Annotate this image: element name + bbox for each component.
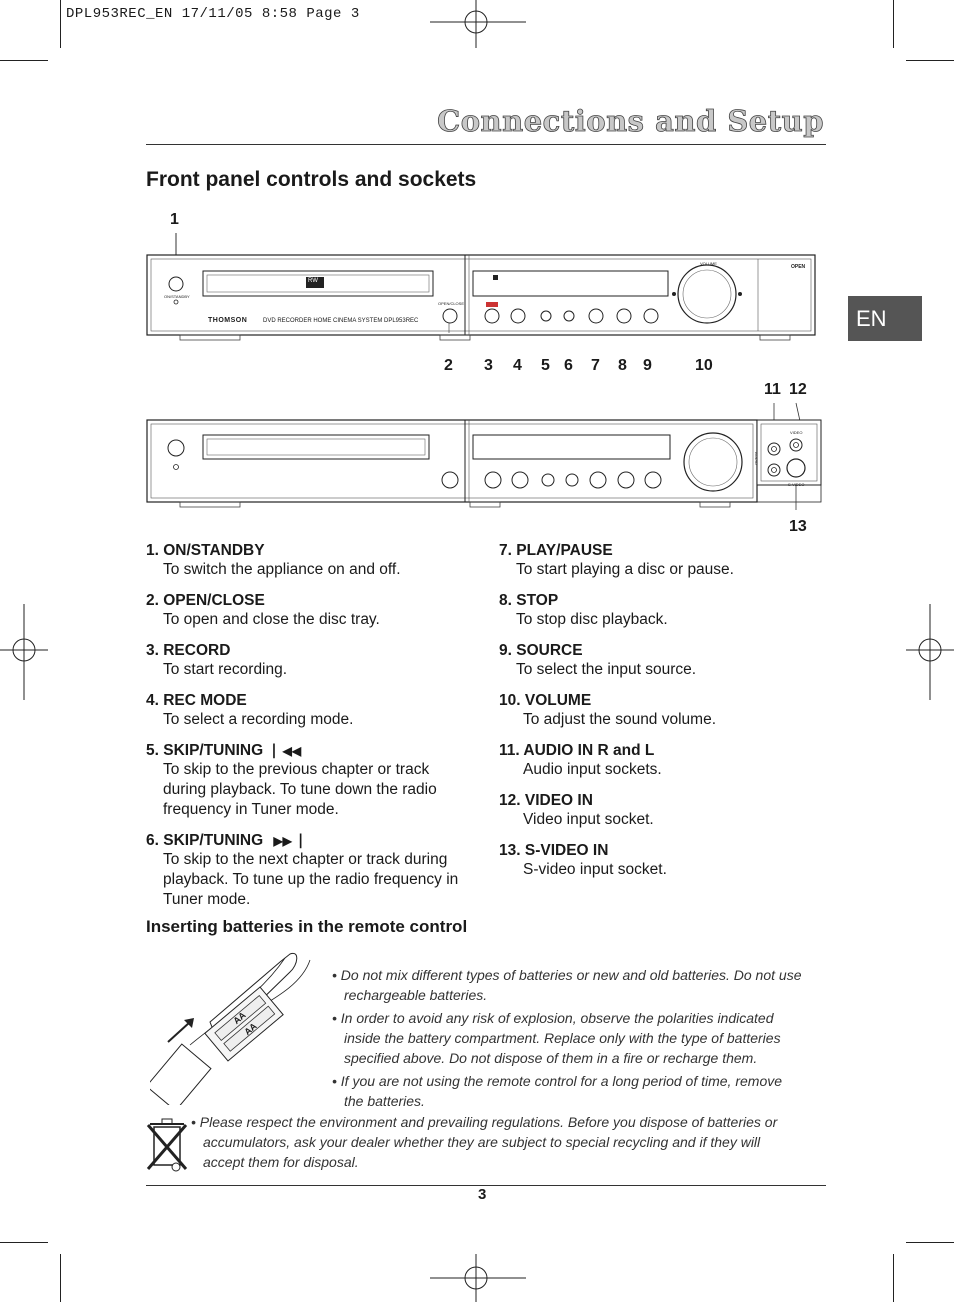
item-description: To skip to the next chapter or track during playback. To tune up the radio frequency in Tuner mode.: [163, 851, 459, 908]
section-title: Front panel controls and sockets: [146, 168, 477, 191]
crop-mark: [893, 0, 894, 48]
title-rule: [146, 144, 826, 145]
front-panel-open-diagram: [140, 395, 830, 520]
note-text: • If you are not using the remote control for a long period of time, remove the batteries.: [332, 1073, 783, 1109]
left-item-list: [146, 542, 476, 922]
item-heading: 2. OPEN/CLOSE: [146, 592, 265, 609]
video-socket-label: VIDEO: [790, 430, 803, 435]
item-heading: 6. SKIP/TUNING: [146, 832, 264, 849]
list-item: [146, 642, 476, 680]
print-slug: DPL953REC_EN 17/11/05 8:58 Page 3: [66, 6, 360, 22]
crop-mark: [906, 60, 954, 61]
volume-label: VOLUME: [700, 261, 717, 266]
crop-mark: [60, 1254, 61, 1302]
item-description: To select the input source.: [516, 661, 697, 678]
crop-mark: [893, 1254, 894, 1302]
item-description: To adjust the sound volume.: [523, 711, 717, 728]
battery-section-title: Inserting batteries in the remote control: [146, 917, 468, 936]
svideo-socket-label: S-VIDEO: [788, 482, 805, 487]
list-item: [499, 742, 819, 780]
item-heading: 4. REC MODE: [146, 692, 247, 709]
callout-number: 9: [643, 357, 652, 374]
item-description: Audio input sockets.: [523, 761, 662, 778]
item-heading: 9. SOURCE: [499, 642, 583, 659]
item-description: Video input socket.: [523, 811, 654, 828]
registration-mark-icon: [906, 604, 954, 700]
item-description: To start recording.: [163, 661, 288, 678]
battery-notes: [332, 965, 802, 1114]
page-number: 3: [478, 1186, 487, 1203]
list-item: [499, 642, 819, 680]
item-description: To start playing a disc or pause.: [516, 561, 734, 578]
skip-previous-icon: ▏◀◀: [273, 744, 302, 758]
item-description: To select a recording mode.: [163, 711, 354, 728]
item-heading: 12. VIDEO IN: [499, 792, 593, 809]
note-text: • Please respect the environment and prevailing regulations. Before you dispose of batteries or accumulators, ask your dealer whether they are subject to special recycling and if they will accept them for disposal.: [191, 1114, 778, 1170]
item-heading: 11. AUDIO IN R and L: [499, 742, 655, 759]
callout-number: 8: [618, 357, 627, 374]
item-description: To open and close the disc tray.: [163, 611, 380, 628]
open-label: OPEN: [791, 264, 806, 270]
callout-number: 10: [695, 357, 713, 374]
list-item: [146, 692, 476, 730]
model-text: DVD RECORDER HOME CINEMA SYSTEM DPL953REC: [263, 318, 419, 324]
list-item: [499, 792, 819, 830]
item-heading: 1. ON/STANDBY: [146, 542, 265, 559]
item-heading: 7. PLAY/PAUSE: [499, 542, 613, 559]
battery-label: AA: [231, 1009, 248, 1027]
remote-battery-illustration: [150, 950, 320, 1105]
registration-mark-icon: [430, 0, 526, 48]
crop-mark: [0, 1242, 48, 1243]
audio-socket-label: AUDIO: [753, 452, 759, 465]
open-close-label: OPEN/CLOSE: [438, 301, 465, 306]
callout-number: 12: [789, 381, 807, 398]
battery-label: AA: [242, 1020, 259, 1038]
crop-mark: [60, 0, 61, 48]
item-description: To switch the appliance on and off.: [163, 561, 401, 578]
item-heading: 8. STOP: [499, 592, 559, 609]
list-item: [146, 592, 476, 630]
skip-next-icon: ▶▶▕: [273, 834, 302, 848]
right-item-list: [499, 542, 819, 892]
list-item: [499, 592, 819, 630]
callout-number: 1: [170, 211, 179, 228]
note-text: • In order to avoid any risk of explosion, observe the polarities indicated inside the battery compartment. Replace only with the type of batteries specified above. Do not dispose of them in a fire or recharge them.: [332, 1010, 781, 1066]
item-description: S-video input socket.: [523, 861, 667, 878]
crop-mark: [906, 1242, 954, 1243]
callout-number: 11: [764, 381, 781, 398]
front-panel-diagram: [140, 205, 830, 380]
callout-number: 3: [484, 357, 493, 374]
list-item: [146, 742, 476, 820]
item-description: To stop disc playback.: [516, 611, 668, 628]
item-description: To skip to the previous chapter or track during playback. To tune down the radio frequency in Tuner mode.: [163, 761, 437, 818]
registration-mark-icon: [430, 1254, 526, 1302]
callout-number: 5: [541, 357, 550, 374]
standby-label: ON/STANDBY: [164, 294, 190, 299]
callout-number: 6: [564, 357, 573, 374]
list-item: [499, 542, 819, 580]
crop-mark: [0, 60, 48, 61]
list-item: [499, 692, 819, 730]
page-title: Connections and Setup: [437, 104, 824, 138]
list-item: [146, 542, 476, 580]
item-heading: 5. SKIP/TUNING: [146, 742, 264, 759]
callout-number: 13: [789, 518, 807, 535]
callout-number: 7: [591, 357, 600, 374]
crossed-bin-icon: [144, 1117, 190, 1173]
brand-logo: THOMSON: [208, 317, 248, 324]
item-heading: 3. RECORD: [146, 642, 231, 659]
list-item: [146, 832, 476, 910]
registration-mark-icon: [0, 604, 48, 700]
language-tab: EN: [848, 296, 922, 341]
item-heading: 13. S-VIDEO IN: [499, 842, 609, 859]
callout-number: 4: [513, 357, 522, 374]
note-text: • Do not mix different types of batteries or new and old batteries. Do not use rechargeable batteries.: [332, 967, 802, 1003]
list-item: [499, 842, 819, 880]
callout-number: 2: [444, 357, 453, 374]
item-heading: 10. VOLUME: [499, 692, 592, 709]
rw-logo: RW: [308, 278, 318, 284]
recycle-note: [191, 1112, 791, 1175]
